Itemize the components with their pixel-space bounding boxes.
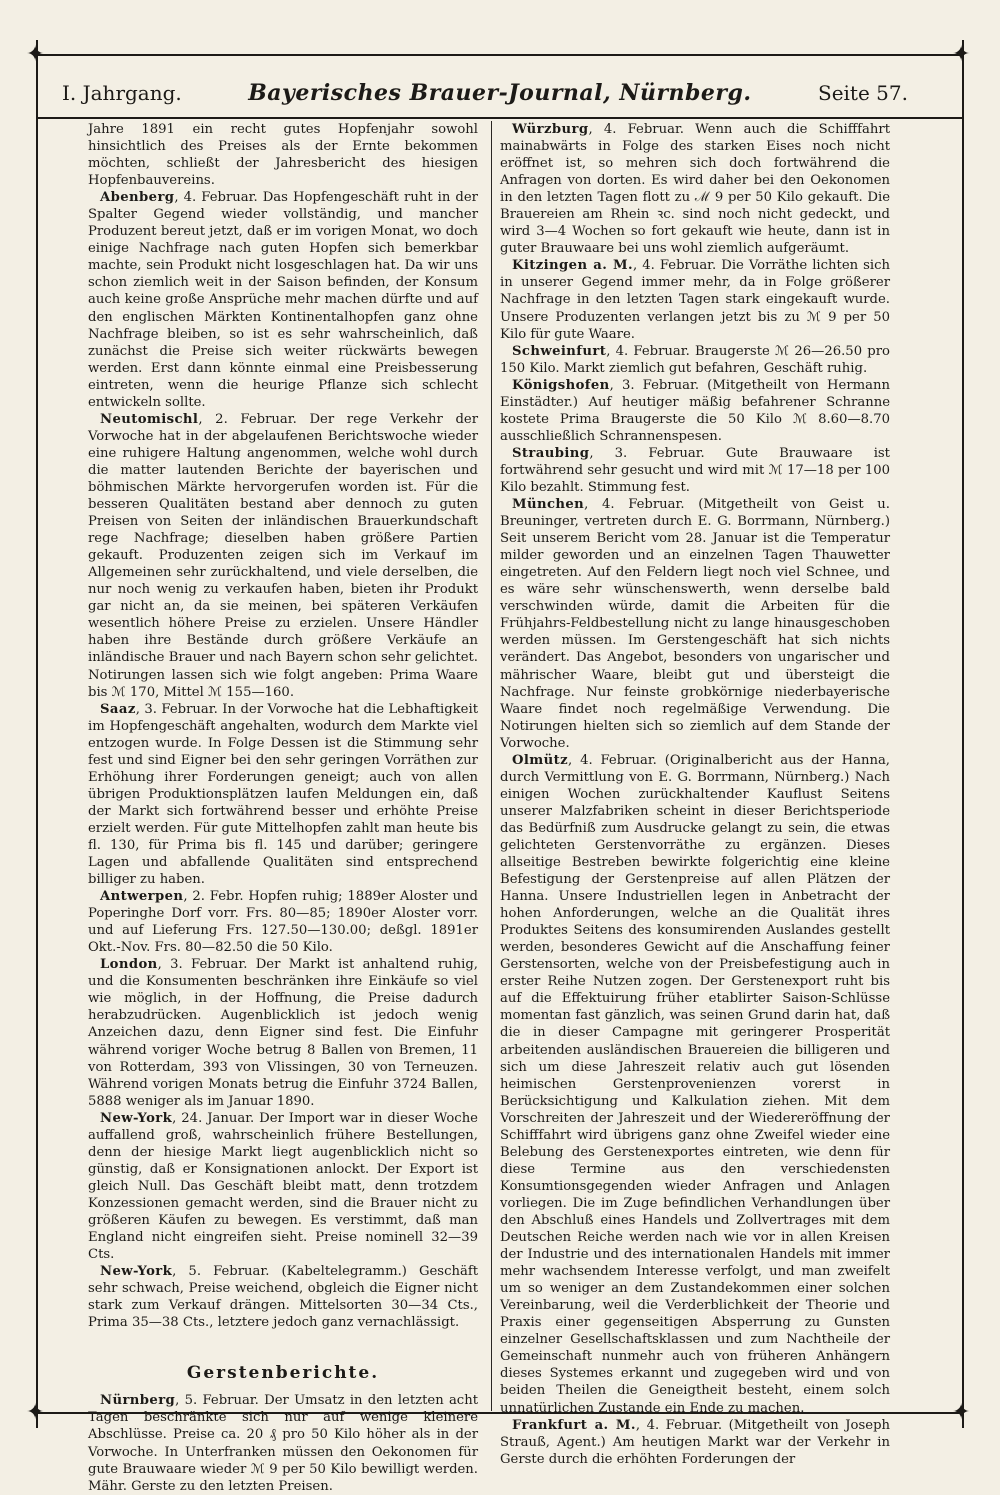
frame-left-rule	[36, 40, 38, 1428]
page-number: Seite 57.	[818, 81, 908, 105]
report-entry: Neutomischl, 2. Februar. Der rege Verkehr der Vorwoche hat in der abgelaufenen Berichtswoche wieder eine ruhigere Haltung angenommen, welche wohl durch die matter lautenden Berichte der bayerischen und böhmischen Märkte hervorgerufen worden ist. Für die besseren Qualitäten bestand aber dennoch zu guten Preisen von Seiten der inländischen Brauerkundschaft rege Nachfrage; dieselben haben größere Partien gekauft. Produzenten zeigen sich im Verkauf im Allgemeinen sehr zurückhaltend, und viele derselben, die nur noch wenig zu verkaufen haben, bieten ihr Produkt gar nicht an, da sie meinen, bei späteren Verkäufen wesentlich höhere Preise zu erzielen. Unsere Händler haben ihre Bestände durch größere Verkäufe an inländische Brauer und nach Bayern schon sehr gelichtet. Notirungen lassen sich wie folgt angeben: Prima Waare bis ℳ 170, Mittel ℳ 155—160.	[88, 411, 478, 700]
place-name: Kitzingen a. M.	[512, 258, 634, 274]
report-entry: Frankfurt a. M., 4. Februar. (Mitgetheilt von Joseph Strauß, Agent.) Am heutigen Markt war der Verkehr in Gerste durch die erhöhten Forderungen der	[500, 1417, 891, 1467]
frame-right-rule	[962, 40, 964, 1428]
place-name: Straubing	[512, 445, 590, 461]
ornament-top-right: ✦	[952, 42, 971, 67]
report-entry: Königshofen, 3. Februar. (Mitgetheilt von Hermann Einstädter.) Auf heutiger mäßig befahrener Schranne kostete Prima Braugerste die 50 Kilo ℳ 8.60—8.70 ausschließlich Schrannenspesen.	[500, 377, 890, 444]
report-entry: Jahre 1891 ein recht gutes Hopfenjahr sowohl hinsichtlich des Preises als der Ernte bekommen möchten, schließt der Jahresbericht des hiesigen Hopfenbauvereins.	[88, 122, 478, 189]
report-entry: Antwerpen, 2. Febr. Hopfen ruhig; 1889er Aloster und Poperinghe Dorf vorr. Frs. 80—85; 1890er Aloster vorr. und auf Lieferung Frs. 127.50—130.00; deßgl. 1891er Okt.-Nov. Frs. 80—82.50 die 50 Kilo.	[88, 889, 478, 956]
place-name: Olmütz	[512, 752, 569, 768]
place-name: Saaz	[100, 701, 136, 717]
place-name: Nürnberg	[100, 1393, 176, 1409]
ornament-bottom-left: ✦	[26, 1400, 45, 1425]
place-name: Königshofen	[512, 377, 610, 393]
report-entry: London, 3. Februar. Der Markt ist anhaltend ruhig, und die Konsumenten beschränken ihre Einkäufe so viel wie möglich, in der Hoffnung, die Preise dadurch herabzudrücken. Augenblicklich ist jedoch wenig Anzeichen dazu, denn Eigner sind fest. Die Einfuhr während voriger Woche betrug 8 Ballen von Bremen, 11 von Rotterdam, 393 von Vlissingen, 30 von Terneuzen. Während vorigen Monats betrug die Einfuhr 3724 Ballen, 5888 weniger als im Januar 1890.	[88, 957, 478, 1109]
report-entry: Kitzingen a. M., 4. Februar. Die Vorräthe lichten sich in unserer Gegend immer mehr, da in Folge größerer Nachfrage in den letzten Tagen stark eingekauft wurde. Unsere Produzenten verlangen jetzt bis zu ℳ 9 per 50 Kilo für gute Waare.	[500, 258, 891, 342]
place-name: Neutomischl	[100, 411, 199, 427]
report-entry: Nürnberg, 5. Februar. Der Umsatz in den letzten acht Tagen beschränkte sich nur auf wenige kleinere Abschlüsse. Preise ca. 20 ₰ pro 50 Kilo höher als in der Vorwoche. In Unterfranken müssen den Oekonomen für gute Brauwaare wieder ℳ 9 per 50 Kilo bewilligt werden. Mähr. Gerste zu den letzten Preisen.	[88, 1393, 478, 1494]
report-entry: New-York, 24. Januar. Der Import war in dieser Woche auffallend groß, wahrscheinlich frühere Bestellungen, denn der hiesige Markt liegt augenblicklich nicht so günstig, daß er Konsignationen anlockt. Der Export ist gleich Null. Das Geschäft bleibt matt, denn trotzdem Konzessionen gemacht werden, sind die Brauer nicht zu größeren Käufen zu bewegen. Es verstimmt, daß man England nicht eingreifen sieht. Preise nominell 32—39 Cts.	[88, 1110, 478, 1263]
ornament-bottom-right: ✦	[952, 1400, 971, 1425]
right-column	[500, 121, 891, 1467]
volume-label: I. Jahrgang.	[62, 81, 182, 105]
place-name: Frankfurt a. M.	[512, 1417, 636, 1433]
report-entry: Würzburg, 4. Februar. Wenn auch die Schifffahrt mainabwärts in Folge des starken Eises noch nicht eröffnet ist, so mehren sich doch fortwährend die Anfragen von dorten. Es wird daher bei den Oekonomen in den letzten Tagen flott zu ℳ 9 per 50 Kilo gekauft. Die Brauereien am Rhein ꝛc. sind noch nicht gedeckt, und wird 3—4 Wochen so fort gekauft wie heute, dann ist in guter Brauwaare bei uns wohl ziemlich aufgeräumt.	[500, 122, 890, 257]
place-name: Würzburg	[512, 122, 589, 137]
frame-top-rule	[36, 54, 964, 56]
place-name: Antwerpen	[100, 889, 184, 905]
place-name: München	[512, 497, 585, 513]
place-name: New-York	[100, 1110, 173, 1126]
report-entry: Straubing, 3. Februar. Gute Brauwaare ist fortwährend sehr gesucht und wird mit ℳ 17—18 per 100 Kilo bezahlt. Stimmung fest.	[500, 445, 890, 495]
ornament-top-left: ✦	[26, 42, 45, 67]
report-entry: Olmütz, 4. Februar. (Originalbericht aus der Hanna, durch Vermittlung von E. G. Borrmann, Nürnberg.) Nach einigen Wochen zurückhaltender Kauflust Seitens unserer Malzfabriken scheint in dieser Berichtsperiode das Bedürfniß zum Ausdrucke gelangt zu sein, die etwas gelichteten Gerstenvorräthe zu ergänzen. Dieses allseitige Bestreben bewirkte folgerichtig eine kleine Befestigung der Gerstenpreise auf allen Plätzen der Hanna. Unsere Industriellen legen in Anbetracht der hohen Anforderungen, welche an die Qualität ihres Produktes Seitens des konsumirenden Auslandes gestellt werden, besonderes Gewicht auf die Anschaffung feiner Gerstensorten, welche von der Preisbefestigung auch in erster Reihe Nutzen zogen. Der Gerstenexport ruht bis auf die Effektuirung früher etablirter Saison-Schlüsse momentan fast gänzlich, was seinen Grund darin hat, daß die in dieser Campagne mit geringerer Prosperität arbeitenden ausländischen Brauereien die billigeren und sich um diese Jahreszeit relativ auch gut lösenden heimischen Gerstenprovenienzen vorerst in Berücksichtigung und Kalkulation ziehen. Mit dem Vorschreiten der Jahreszeit und der Wiedereröffnung der Schifffahrt wird übrigens ganz ohne Zweifel wieder eine Belebung des Gerstenexportes eintreten, wie denn für diese Termine aus den verschiedensten Konsumtionsgegenden wieder Anfragen und Anlagen vorliegen. Die im Zuge befindlichen Verhandlungen über den Abschluß eines Handels und Zollvertrages mit dem Deutschen Reiche werden nach wie vor in allen Kreisen der Industrie und des internationalen Handels mit immer mehr wachsendem Interesse verfolgt, und man zweifelt um so weniger an dem Zustandekommen einer solchen Vereinbarung, weil die Verderblichkeit der Theorie und Praxis einer gegenseitigen Absperrung zu Gunsten einzelner Gesellschaftsklassen und zum Nachtheile der Gemeinschaft nunmehr auch von früheren Anhängern dieses Systemes erkannt und zugegeben wird und von beiden Theilen die Geneigtheit besteht, einem solch unnatürlichen Zustande ein Ende zu machen.	[500, 752, 890, 1416]
place-name: Abenberg	[100, 190, 175, 206]
journal-title: Bayerisches Brauer-Journal, Nürnberg.	[248, 80, 752, 106]
place-name: London	[100, 957, 158, 973]
section-heading: Gerstenberichte.	[186, 1363, 380, 1384]
report-entry: München, 4. Februar. (Mitgetheilt von Geist u. Breuninger, vertreten durch E. G. Borrmann, Nürnberg.) Seit unserem Bericht vom 28. Januar ist die Temperatur milder geworden und an einzelnen Tagen Thauwetter eingetreten. Auf den Feldern liegt noch viel Schnee, und es wäre sehr wünschenswerth, wenn derselbe bald verschwinden würde, damit die Arbeiten für die Frühjahrs-Feldbestellung nicht zu lange hinausgeschoben werden müssen. Im Gerstengeschäft hat sich nichts verändert. Das Angebot, besonders von ungarischer und mährischer Waare, bleibt gut und übersteigt die Nachfrage. Nur feinste grobkörnige niederbayerische Waare findet noch regelmäßige Verwendung. Die Notirungen hielten sich so ziemlich auf dem Stande der Vorwoche.	[500, 497, 890, 751]
left-column	[88, 121, 478, 1494]
column-divider	[491, 121, 492, 1411]
report-entry: Saaz, 3. Februar. In der Vorwoche hat die Lebhaftigkeit im Hopfengeschäft angehalten, wodurch dem Markte viel entzogen wurde. In Folge Dessen ist die Stimmung sehr fest und sind Eigner bei den sehr geringen Vorräthen zur Erhöhung ihrer Forderungen geneigt; auch von allen übrigen Produktionsplätzen laufen Meldungen ein, daß der Markt sich fortwährend besser und erhöhte Preise erzielt werden. Für gute Mittelhopfen zahlt man heute bis fl. 130, für Prima bis fl. 145 und darüber; geringere Lagen und abfallende Qualitäten sind entsprechend billiger zu haben.	[88, 701, 478, 888]
report-entry: New-York, 5. Februar. (Kabeltelegramm.) Geschäft sehr schwach, Preise weichend, obgleich die Eigner nicht stark zum Verkauf drängen. Mittelsorten 30—34 Cts., Prima 35—38 Cts., letztere jedoch ganz vernachlässigt.	[88, 1264, 478, 1331]
place-name: Schweinfurt	[512, 343, 607, 359]
frame-header-rule	[36, 117, 964, 119]
page-header	[62, 80, 908, 116]
report-entry: Schweinfurt, 4. Februar. Braugerste ℳ 26—26.50 pro 150 Kilo. Markt ziemlich gut befahren, Geschäft ruhig.	[500, 343, 890, 376]
place-name: New-York	[100, 1264, 173, 1280]
report-entry: Abenberg, 4. Februar. Das Hopfengeschäft ruht in der Spalter Gegend wieder vollständig, und mancher Produzent bereut jetzt, daß er im vorigen Monat, wo doch einige Nachfrage nach guten Hopfen sich bemerkbar machte, sein Produkt nicht losgeschlagen hat. Da wir uns schon ziemlich weit in der Saison befinden, der Konsum auch keine große Ansprüche mehr machen dürfte und auf den englischen Märkten Kontinentalhopfen ganz ohne Nachfrage bleiben, so ist es sehr wahrscheinlich, daß zunächst die Preise sich weiter rückwärts bewegen werden. Erst dann könnte einmal eine Preisbesserung eintreten, wenn die heurige Pflanze sich schlecht entwickeln sollte.	[88, 190, 478, 410]
